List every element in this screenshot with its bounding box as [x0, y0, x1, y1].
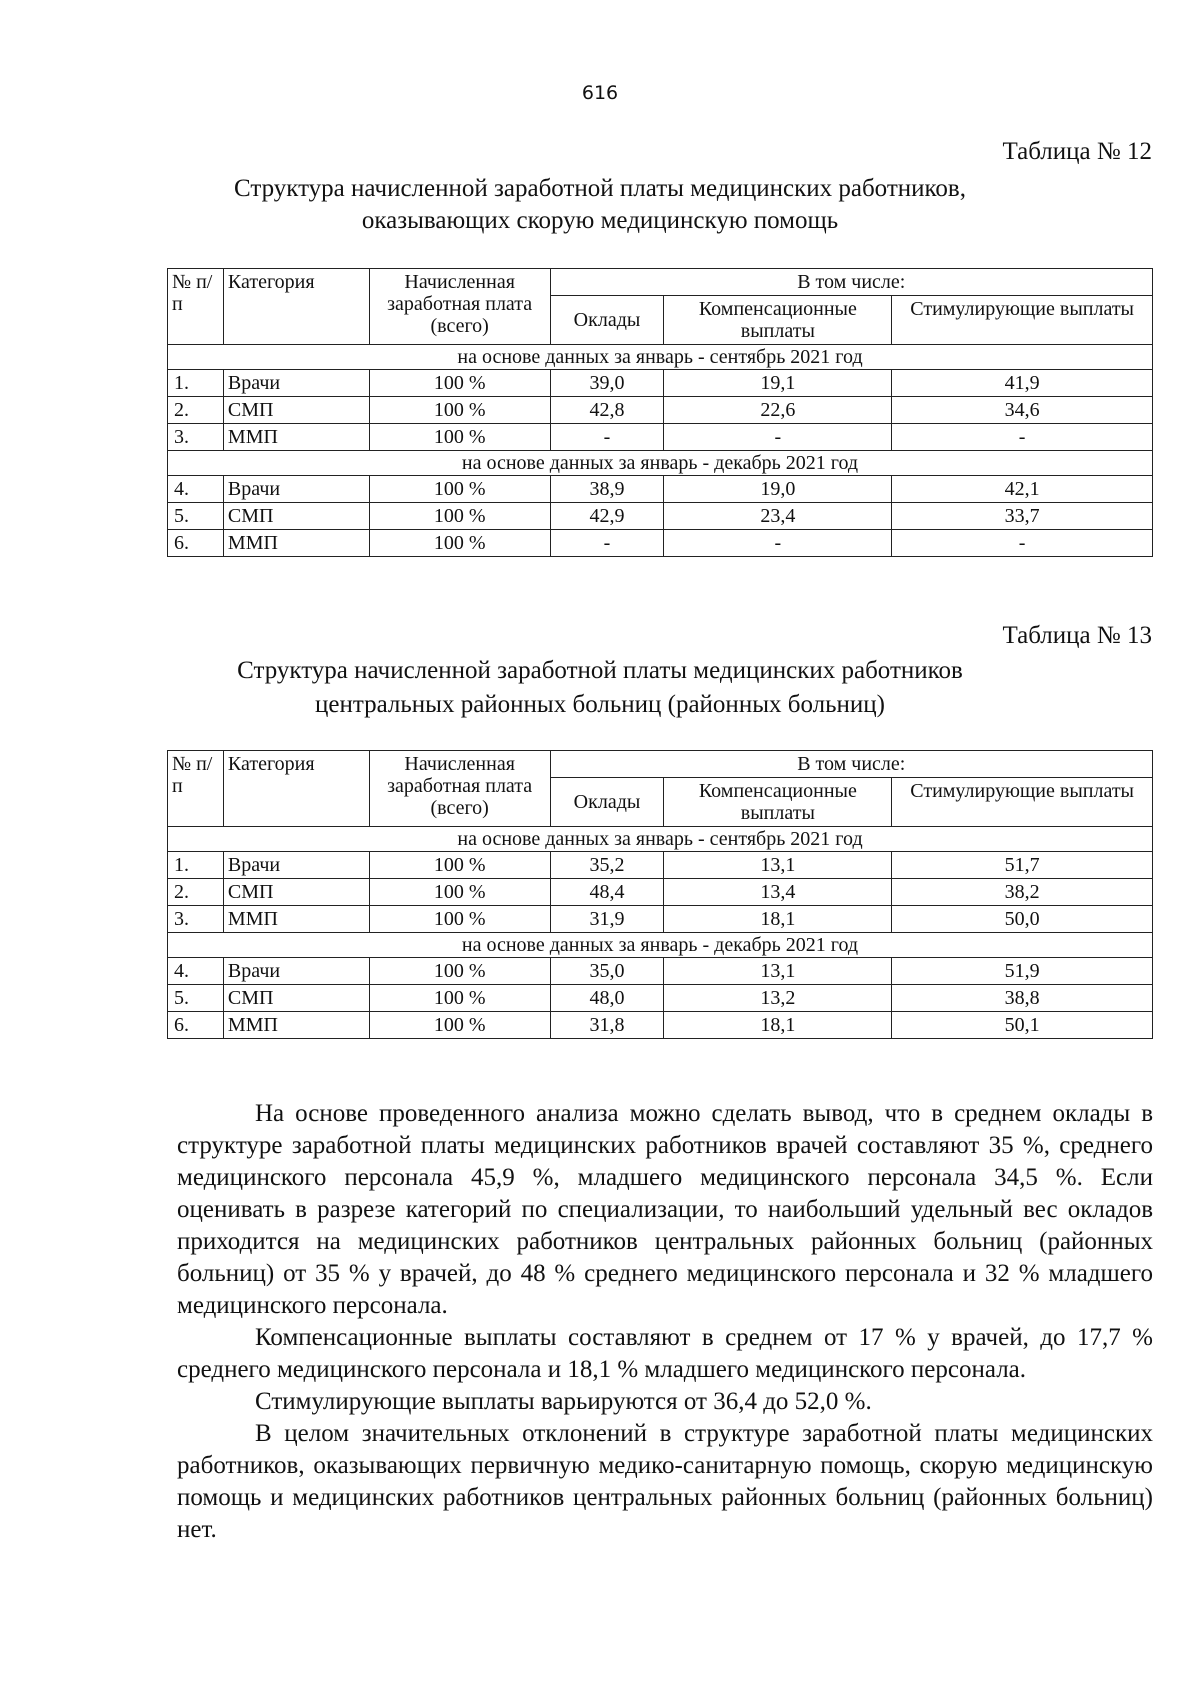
cell-total: 100 %: [369, 503, 550, 530]
cell-salaries: 38,9: [550, 476, 664, 503]
table-row: [168, 370, 1153, 397]
cell-category: Врачи: [223, 958, 369, 985]
cell-compensation: 19,0: [664, 476, 892, 503]
cell-category: Врачи: [223, 476, 369, 503]
cell-salaries: 39,0: [550, 370, 664, 397]
cell-total: 100 %: [369, 852, 550, 879]
cell-category: ММП: [223, 424, 369, 451]
cell-total: 100 %: [369, 397, 550, 424]
header-category: Категория: [223, 269, 369, 345]
cell-num: 6.: [168, 1012, 224, 1039]
body-text: [177, 1098, 1153, 1546]
cell-incentive: 50,1: [892, 1012, 1153, 1039]
cell-compensation: 13,1: [664, 852, 892, 879]
table-13-caption-line2: центральных районных больниц (районных больниц): [315, 691, 885, 718]
cell-salaries: -: [550, 424, 664, 451]
table-row: [168, 503, 1153, 530]
table-row: [168, 424, 1153, 451]
period-row: на основе данных за январь - декабрь 2021 год: [168, 451, 1153, 476]
table-row: [168, 958, 1153, 985]
cell-total: 100 %: [369, 530, 550, 557]
cell-incentive: 38,8: [892, 985, 1153, 1012]
cell-total: 100 %: [369, 958, 550, 985]
table-row: [168, 879, 1153, 906]
cell-salaries: 42,8: [550, 397, 664, 424]
cell-salaries: 48,0: [550, 985, 664, 1012]
cell-salaries: 48,4: [550, 879, 664, 906]
header-including: В том числе:: [550, 751, 1152, 778]
header-total: Начисленная заработная плата (всего): [369, 269, 550, 345]
cell-category: ММП: [223, 906, 369, 933]
header-num: № п/п: [168, 269, 224, 345]
paragraph: Компенсационные выплаты составляют в среднем от 17 % у врачей, до 17,7 % среднего медицинского персонала и 18,1 % младшего медицинского персонала.: [177, 1324, 1153, 1383]
cell-compensation: 13,2: [664, 985, 892, 1012]
cell-total: 100 %: [369, 1012, 550, 1039]
header-salaries: Оклады: [550, 778, 664, 827]
cell-total: 100 %: [369, 906, 550, 933]
table-row: [168, 1012, 1153, 1039]
table-row: [168, 985, 1153, 1012]
cell-category: ММП: [223, 530, 369, 557]
header-compensation: Компенсационные выплаты: [664, 296, 892, 345]
table-12-caption-line2: оказывающих скорую медицинскую помощь: [361, 207, 839, 234]
header-category: Категория: [223, 751, 369, 827]
cell-total: 100 %: [369, 476, 550, 503]
cell-num: 2.: [168, 397, 224, 424]
cell-incentive: -: [892, 530, 1153, 557]
period-row: на основе данных за январь - сентябрь 2021 год: [168, 345, 1153, 370]
period-row: на основе данных за январь - декабрь 2021 год: [168, 933, 1153, 958]
period-row: на основе данных за январь - сентябрь 2021 год: [168, 827, 1153, 852]
cell-category: Врачи: [223, 852, 369, 879]
cell-compensation: 18,1: [664, 1012, 892, 1039]
paragraph: Стимулирующие выплаты варьируются от 36,4 до 52,0 %.: [255, 1388, 872, 1415]
cell-compensation: 23,4: [664, 503, 892, 530]
cell-category: Врачи: [223, 370, 369, 397]
cell-incentive: 34,6: [892, 397, 1153, 424]
table-12-label: Таблица № 12: [1002, 138, 1152, 165]
cell-compensation: 19,1: [664, 370, 892, 397]
cell-total: 100 %: [369, 879, 550, 906]
paragraph: На основе проведенного анализа можно сделать вывод, что в среднем оклады в структуре заработной платы медицинских работников врачей составляют 35 %, среднего медицинского персонала 45,9 %, младшего медицинского персонала 34,5 %. Если оценивать в разрезе категорий по специализации, то наибольший удельный вес окладов приходится на медицинских работников центральных районных больниц (районных больниц) от 35 % у врачей, до 48 % среднего медицинского персонала и 32 % младшего медицинского персонала.: [177, 1100, 1153, 1319]
cell-num: 2.: [168, 879, 224, 906]
cell-category: СМП: [223, 985, 369, 1012]
cell-category: СМП: [223, 879, 369, 906]
cell-compensation: 22,6: [664, 397, 892, 424]
table-12: [167, 268, 1153, 557]
table-13-label: Таблица № 13: [1002, 622, 1152, 649]
cell-salaries: -: [550, 530, 664, 557]
header-incentive: Стимулирующие выплаты: [892, 778, 1153, 827]
header-incentive: Стимулирующие выплаты: [892, 296, 1153, 345]
cell-category: ММП: [223, 1012, 369, 1039]
header-salaries: Оклады: [550, 296, 664, 345]
cell-incentive: 33,7: [892, 503, 1153, 530]
table-row: [168, 906, 1153, 933]
cell-total: 100 %: [369, 370, 550, 397]
cell-total: 100 %: [369, 985, 550, 1012]
cell-compensation: -: [664, 424, 892, 451]
cell-compensation: 13,1: [664, 958, 892, 985]
cell-compensation: 18,1: [664, 906, 892, 933]
cell-incentive: -: [892, 424, 1153, 451]
cell-num: 5.: [168, 503, 224, 530]
cell-incentive: 42,1: [892, 476, 1153, 503]
cell-incentive: 51,9: [892, 958, 1153, 985]
cell-num: 5.: [168, 985, 224, 1012]
cell-compensation: -: [664, 530, 892, 557]
table-13-caption-line1: Структура начисленной заработной платы медицинских работников: [237, 657, 963, 684]
table-row: [168, 397, 1153, 424]
cell-num: 3.: [168, 424, 224, 451]
cell-num: 1.: [168, 370, 224, 397]
table-row: [168, 476, 1153, 503]
cell-num: 3.: [168, 906, 224, 933]
cell-num: 1.: [168, 852, 224, 879]
table-12-caption-line1: Структура начисленной заработной платы медицинских работников,: [234, 175, 966, 202]
cell-category: СМП: [223, 503, 369, 530]
page-number: 616: [581, 82, 619, 104]
cell-salaries: 35,0: [550, 958, 664, 985]
cell-incentive: 38,2: [892, 879, 1153, 906]
cell-num: 4.: [168, 476, 224, 503]
cell-salaries: 31,8: [550, 1012, 664, 1039]
cell-total: 100 %: [369, 424, 550, 451]
cell-incentive: 41,9: [892, 370, 1153, 397]
paragraph: В целом значительных отклонений в структуре заработной платы медицинских работников, оказывающих первичную медико-санитарную помощь, скорую медицинскую помощь и медицинских работников центральных районных больниц (районных больниц) нет.: [177, 1420, 1153, 1543]
cell-compensation: 13,4: [664, 879, 892, 906]
cell-incentive: 50,0: [892, 906, 1153, 933]
header-num: № п/п: [168, 751, 224, 827]
cell-salaries: 35,2: [550, 852, 664, 879]
cell-category: СМП: [223, 397, 369, 424]
cell-incentive: 51,7: [892, 852, 1153, 879]
cell-salaries: 42,9: [550, 503, 664, 530]
cell-num: 6.: [168, 530, 224, 557]
header-including: В том числе:: [550, 269, 1152, 296]
table-row: [168, 852, 1153, 879]
table-row: [168, 530, 1153, 557]
table-13: [167, 750, 1153, 1039]
header-compensation: Компенсационные выплаты: [664, 778, 892, 827]
header-total: Начисленная заработная плата (всего): [369, 751, 550, 827]
cell-salaries: 31,9: [550, 906, 664, 933]
cell-num: 4.: [168, 958, 224, 985]
